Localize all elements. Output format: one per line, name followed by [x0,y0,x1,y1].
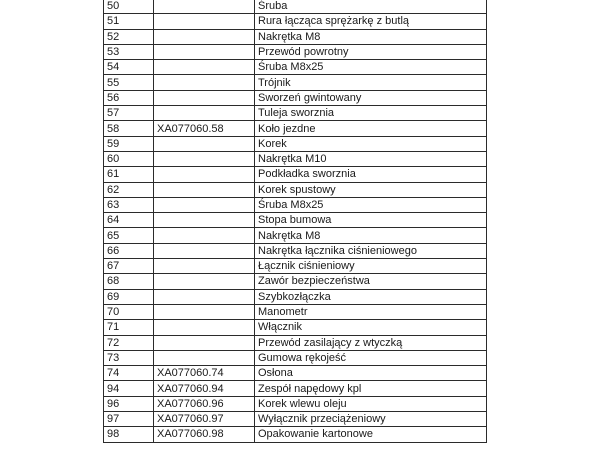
table-row [104,60,487,75]
table-row [104,396,487,411]
part-name: Nakrętka łącznika ciśnieniowego [255,243,487,258]
part-code [154,213,255,228]
part-code [154,274,255,289]
part-number: 58 [104,121,154,136]
part-name: Szybkozłączka [255,289,487,304]
part-name: Opakowanie kartonowe [255,427,487,442]
part-code: XA077060.94 [154,381,255,396]
part-name: Śruba M8x25 [255,197,487,212]
part-name: Korek spustowy [255,182,487,197]
table-row [104,335,487,350]
part-number: 52 [104,29,154,44]
part-code [154,44,255,59]
table-row [104,75,487,90]
part-code [154,151,255,166]
table-row [104,90,487,105]
part-code [154,60,255,75]
part-name: Wyłącznik przeciążeniowy [255,412,487,427]
part-number: 51 [104,14,154,29]
part-name: Manometr [255,304,487,319]
part-number: 61 [104,167,154,182]
part-name: Włącznik [255,320,487,335]
part-code [154,167,255,182]
part-name: Korek [255,136,487,151]
part-name: Przewód powrotny [255,44,487,59]
part-code [154,197,255,212]
part-name: Przewód zasilający z wtyczką [255,335,487,350]
part-number: 59 [104,136,154,151]
part-number: 69 [104,289,154,304]
part-code [154,182,255,197]
part-number: 56 [104,90,154,105]
table-row [104,14,487,29]
part-code [154,304,255,319]
part-name: Nakrętka M8 [255,29,487,44]
part-number: 50 [104,0,154,14]
part-number: 63 [104,197,154,212]
table-row [104,167,487,182]
part-number: 74 [104,366,154,381]
part-code: XA077060.98 [154,427,255,442]
table-row [104,259,487,274]
part-name: Zespół napędowy kpl [255,381,487,396]
table-row [104,197,487,212]
part-number: 94 [104,381,154,396]
table-row [104,381,487,396]
part-number: 70 [104,304,154,319]
part-code [154,320,255,335]
part-code [154,136,255,151]
part-number: 97 [104,412,154,427]
part-code [154,29,255,44]
part-name: Tuleja sworznia [255,106,487,121]
part-name: Podkładka sworznia [255,167,487,182]
part-name: Rura łącząca sprężarkę z butlą [255,14,487,29]
part-number: 53 [104,44,154,59]
part-code [154,243,255,258]
table-row [104,106,487,121]
part-code [154,0,255,14]
part-name: Gumowa rękojeść [255,350,487,365]
table-row [104,274,487,289]
part-code [154,335,255,350]
part-number: 55 [104,75,154,90]
table-row [104,44,487,59]
part-name: Śruba [255,0,487,14]
part-number: 57 [104,106,154,121]
part-name: Stopa bumowa [255,213,487,228]
table-row [104,151,487,166]
part-name: Nakrętka M8 [255,228,487,243]
part-number: 60 [104,151,154,166]
part-name: Koło jezdne [255,121,487,136]
part-code [154,106,255,121]
table-row [104,182,487,197]
table-row [104,289,487,304]
part-number: 96 [104,396,154,411]
table-row [104,412,487,427]
part-number: 67 [104,259,154,274]
part-code [154,90,255,105]
part-number: 98 [104,427,154,442]
table-row [104,228,487,243]
table-row [104,427,487,442]
part-name: Śruba M8x25 [255,60,487,75]
part-code [154,350,255,365]
part-code: XA077060.97 [154,412,255,427]
table-row [104,136,487,151]
part-code [154,75,255,90]
part-code [154,228,255,243]
part-number: 64 [104,213,154,228]
table-row [104,29,487,44]
part-number: 62 [104,182,154,197]
part-code: XA077060.96 [154,396,255,411]
table-row [104,350,487,365]
part-name: Osłona [255,366,487,381]
part-name: Łącznik ciśnieniowy [255,259,487,274]
part-number: 72 [104,335,154,350]
table-row [104,320,487,335]
part-number: 66 [104,243,154,258]
table-row [104,304,487,319]
part-name: Nakrętka M10 [255,151,487,166]
part-number: 54 [104,60,154,75]
part-name: Trójnik [255,75,487,90]
part-name: Sworzeń gwintowany [255,90,487,105]
part-code [154,289,255,304]
part-number: 65 [104,228,154,243]
table-row [104,243,487,258]
part-code [154,259,255,274]
part-number: 71 [104,320,154,335]
part-code: XA077060.74 [154,366,255,381]
part-code: XA077060.58 [154,121,255,136]
table-row [104,121,487,136]
parts-table [103,0,487,443]
table-row [104,0,487,14]
part-name: Zawór bezpieczeństwa [255,274,487,289]
table-row [104,213,487,228]
parts-table-body [104,0,487,442]
part-code [154,14,255,29]
part-name: Korek wlewu oleju [255,396,487,411]
part-number: 73 [104,350,154,365]
part-number: 68 [104,274,154,289]
table-row [104,366,487,381]
